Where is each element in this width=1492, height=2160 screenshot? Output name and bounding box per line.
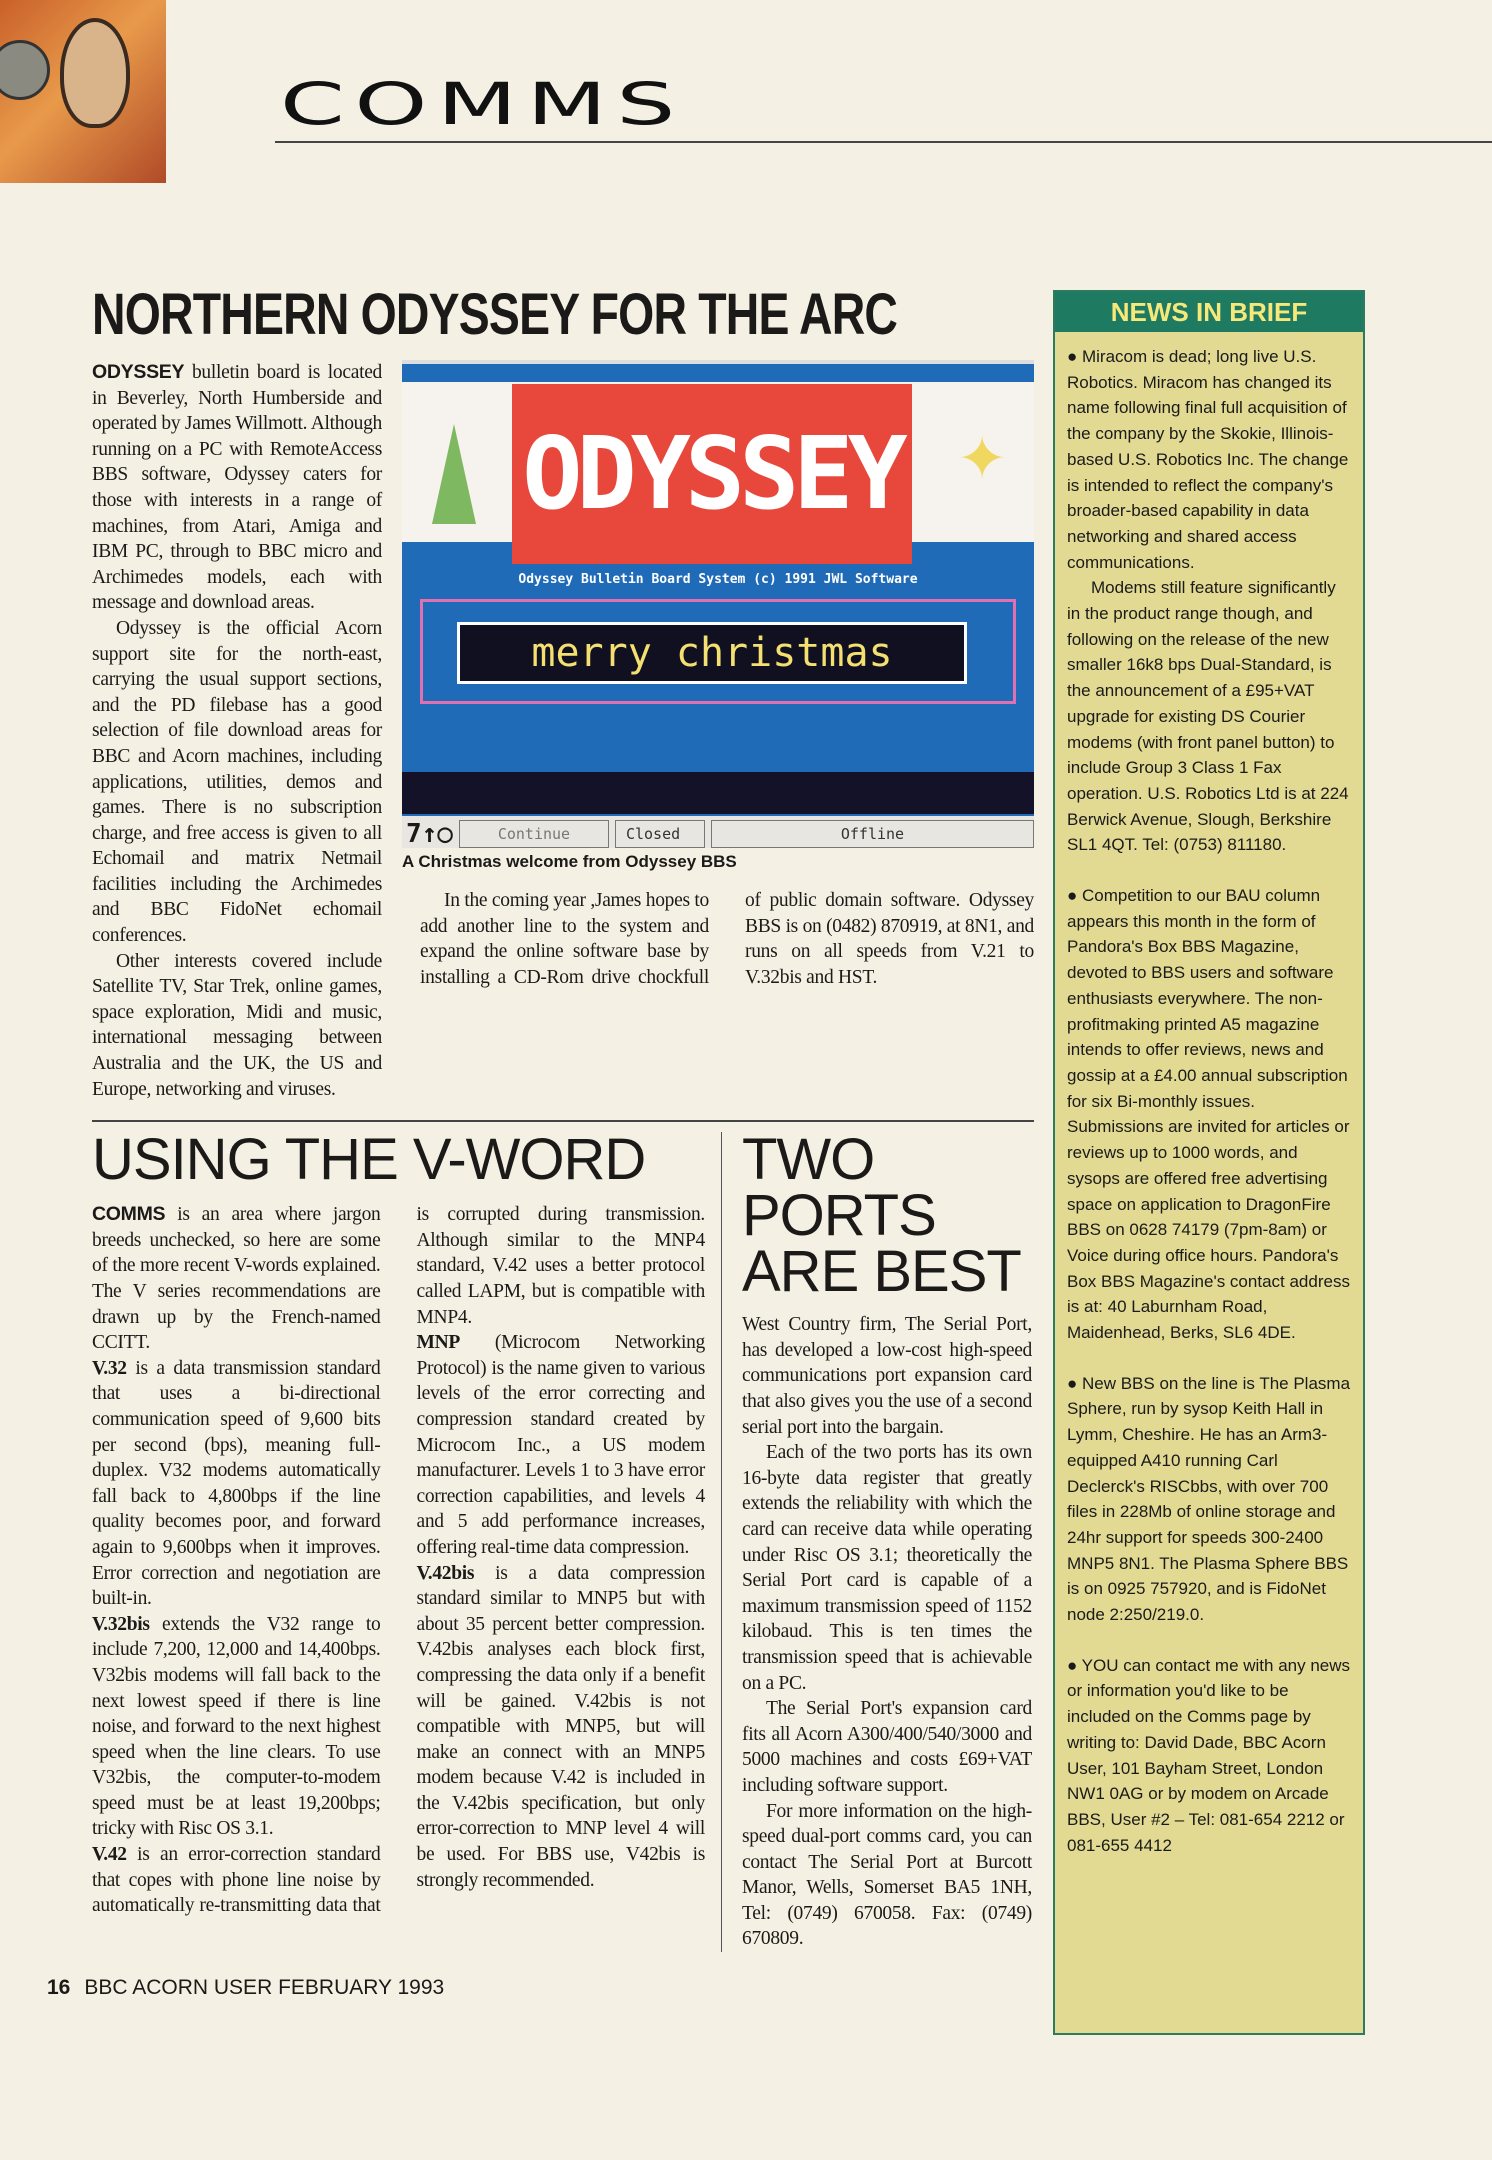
news-item: ● Miracom is dead; long live U.S. Robotics. Miracom has changed its name following final full acquisition of the company by the Skokie, Illinois-based U.S. Robotics Inc. The change is intended to reflect the company's broader-based capability in data networking and shared access communications. <box>1067 347 1349 572</box>
definition: extends the V32 range to include 7,200, 12,000 and 14,400bps. V32bis modems will fall back to the next lowest speed if there is line noise, and forward to the next highest speed when the line clears. To use V32bis, the computer-to-modem speed must be at least 19,200bps; tricky with Risc OS 3.1. <box>92 1613 381 1840</box>
column-divider <box>721 1132 722 1952</box>
publication-info: BBC ACORN USER FEBRUARY 1993 <box>84 1976 445 2000</box>
vword-text <box>92 1202 705 1919</box>
headline: NORTHERN ODYSSEY FOR THE ARC <box>92 282 898 347</box>
ear-icon <box>60 18 130 128</box>
news-title: NEWS IN BRIEF <box>1055 292 1363 332</box>
vword-title: USING THE V-WORD <box>92 1127 646 1193</box>
paragraph: The Serial Port's expansion card fits all Acorn A300/400/540/3000 and 5000 machines and costs £69+VAT including software support. <box>742 1698 1032 1796</box>
paragraph: Odyssey is the official Acorn support site for the north-east, carrying the usual support sections, and the PD filebase has a good selection of file download areas for BBC and Acorn machines, including applications, utilities, demos and games. There is no subscription charge, and free access is given to all Echomail and matrix Netmail facilities including the Archimedes and BBC FidoNet echomail conferences. <box>92 617 382 947</box>
page-footer <box>47 1976 1034 2000</box>
news-in-brief-box <box>1053 290 1365 2035</box>
lead-word: COMMS <box>92 1203 166 1226</box>
bbs-banner: Odyssey Bulletin Board System (c) 1991 JWL Software <box>518 572 918 587</box>
page-number: 16 <box>47 1976 71 2000</box>
term: V.32bis <box>92 1613 150 1635</box>
greeting-text: merry christmas <box>457 622 967 684</box>
star-icon: ✦ <box>957 426 1008 492</box>
term: V.32 <box>92 1357 127 1379</box>
ports-text <box>742 1312 1032 1952</box>
definition: (Microcom Networking Protocol) is the name given to various levels of the error correcting and compression standard created by Microcom Inc., a US modem manufacturer. Levels 1 to 3 have error correction capabilities, and levels 4 and 5 add performance increases, offering real-time data compression. <box>416 1332 705 1558</box>
odyssey-columns-2-3 <box>420 888 1034 990</box>
paragraph: In the coming year ,James hopes to add another line to the system and expand the online software base by installing a CD-Rom drive chockfull of public domain software. Odyssey BBS is on (0482) 870919, at 8N1, and runs on all speeds from V.21 to V.32bis and HST. <box>420 890 1034 988</box>
vword-article <box>92 1127 705 1919</box>
definition: is a data compression standard similar to MNP5 but with about 35 percent better compression. V.42bis analyses each block first, compressing the data only if a benefit will be gained. V.42bis is not compatible with MNP5, but will make an connect with an MNP5 modem because V.42 is included in the V.42bis specification, but only error-correction to MNP level 4 will be used. For BBS use, V42bis is strongly recommended. <box>416 1562 705 1891</box>
section-logo: COMMS <box>280 70 685 138</box>
offline-status: Offline <box>711 820 1034 848</box>
odyssey-article <box>92 360 1034 1102</box>
continue-button[interactable]: Continue <box>459 820 609 848</box>
term: MNP <box>416 1332 460 1354</box>
odyssey-column-1 <box>92 360 382 1102</box>
term: V.42bis <box>416 1562 475 1584</box>
divider <box>92 1120 1034 1122</box>
paragraph: West Country firm, The Serial Port, has developed a low-cost high-speed communications port expansion card that also gives you the use of a second serial port into the bargain. <box>742 1314 1032 1438</box>
main-content <box>47 280 1034 2020</box>
satellite-dish-icon <box>0 40 50 100</box>
definition: is an error-correction standard that copes with phone line noise by automatically re-transmitting data that is corrupted during transmission. Although similar to the MNP4 standard, V.42 uses a better protocol called LAPM, but is compatible with MNP4. <box>92 1204 705 1917</box>
paragraph: bulletin board is located in Beverley, North Humberside and operated by James Willmott. Although running on a PC with RemoteAccess BBS software, Odyssey caters for those with interests in a range of machines, from Atari, Amiga and IBM PC, through to BBC micro and Archimedes models, each with message and download areas. <box>92 362 382 614</box>
screenshot-caption: A Christmas welcome from Odyssey BBS <box>402 852 737 871</box>
news-item: ● Competition to our BAU column appears this month in the form of Pandora's Box BBS Magazine, devoted to BBS users and software enthusiasts everywhere. The non-profitmaking printed A5 magazine intends to offer reviews, news and gossip at a £4.00 annual subscription for six Bi-monthly issues. Submissions are invited for articles or reviews up to 1000 words, and sysops are offered free advertising space on application to DragonFire BBS on 0628 74179 (7pm-8am) or Voice during office hours. Pandora's Box BBS Magazine's contact address is at: 40 Laburnham Road, Maidenhead, Berks, SL6 4DE. <box>1067 886 1350 1343</box>
terminal-toolbar <box>402 816 1034 848</box>
section-illustration <box>0 0 166 183</box>
ports-title: TWO PORTS ARE BEST <box>742 1127 1021 1305</box>
paragraph: Each of the two ports has its own 16-byte data register that greatly extends the reliability with which the card can receive data while operating under Risc OS 3.1; theoretically the Serial Port card is capable of a maximum transmission speed of 1152 kilobaud. This is ten times the transmission speed that is achievable on a PC. <box>742 1442 1032 1694</box>
odyssey-logo: ODYSSEY <box>512 384 912 564</box>
bbs-screenshot <box>402 360 1034 848</box>
status-bar <box>402 772 1034 814</box>
paragraph: is an area where jargon breeds unchecked, so here are some of the more recent V-words explained. The V series recommendations are drawn up by the French-named CCITT. <box>92 1204 381 1354</box>
news-item: ● New BBS on the line is The Plasma Sphere, run by sysop Keith Hall in Lymm, Cheshire. He has an Arm3-equipped A410 running Carl Declerck's RISCbbs, with over 700 files in 228Mb of online storage and 24hr support for speeds 300-2400 MNP5 8N1. The Plasma Sphere BBS is on 0925 757920, and is FidoNet node 2:250/219.0. <box>1067 1373 1351 1625</box>
christmas-tree-icon <box>432 424 476 524</box>
divider <box>275 141 1492 143</box>
lead-word: ODYSSEY <box>92 361 185 383</box>
paragraph: For more information on the high-speed dual-port comms card, you can contact The Serial Port at Burcott Manor, Wells, Somerset BA5 1NH, Tel: (0749) 670058. Fax: (0749) 670809. <box>742 1800 1032 1950</box>
odyssey-right <box>402 360 1034 990</box>
news-item: ● YOU can contact me with any news or information you'd like to be included on the Comms page by writing to: David Dade, BBC Acorn User, 101 Bayham Street, London NW1 0AG or by modem on Arcade BBS, User #2 – Tel: 081-654 2212 or 081-655 4412 <box>1067 1655 1351 1855</box>
terminal-icon: 7↑○ <box>406 819 453 848</box>
lower-articles <box>92 1127 1034 1952</box>
term: V.42 <box>92 1844 127 1866</box>
paragraph: Other interests covered include Satellite TV, Star Trek, online games, space exploration, Midi and music, international messaging between Australia and the UK, the US and Europe, networking and viruses. <box>92 950 382 1100</box>
closed-button[interactable]: Closed <box>615 820 705 848</box>
definition: is a data transmission standard that uses a bi-directional communication speed of 9,600 bits per second (bps), meaning full-duplex. V32 modems automatically fall back to 4,800bps if the line quality becomes poor, and forward again to 9,600bps when it improves. Error correction and negotiation are built-in. <box>92 1357 381 1610</box>
news-item: Modems still feature significantly in the product range though, and following on the release of the new smaller 16k8 bps Dual-Standard, is the announcement of a £95+VAT upgrade for existing DS Courier modems (with front panel button) to include Group 3 Class 1 Fax operation. U.S. Robotics Ltd is at 224 Berwick Avenue, Slough, Berkshire SL1 4QT. Tel: (0753) 811180. <box>1067 578 1349 855</box>
ports-article <box>742 1127 1032 1952</box>
